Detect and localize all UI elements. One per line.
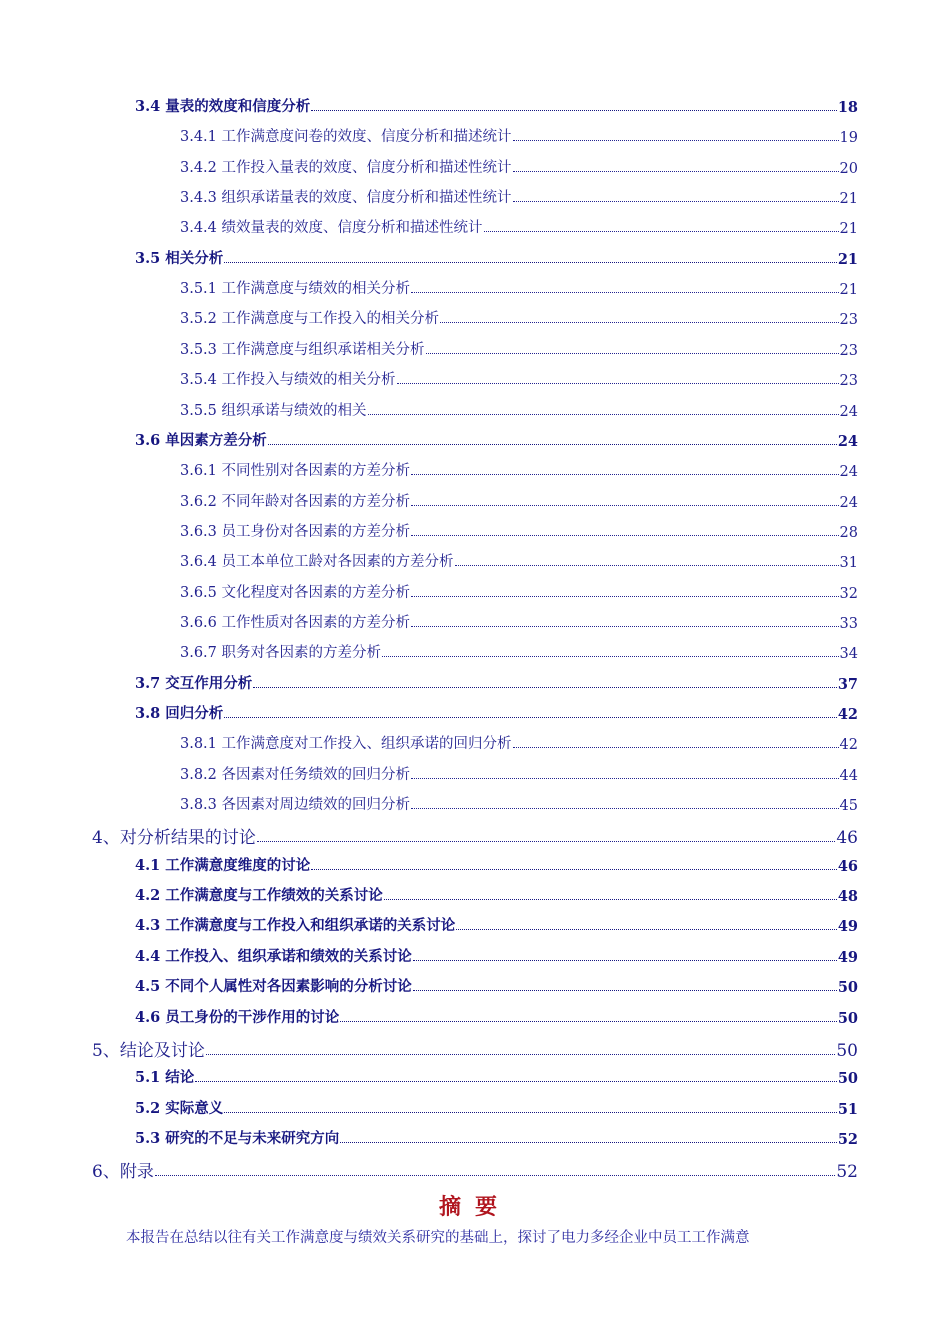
toc-leader-dots	[368, 414, 839, 415]
toc-leader-dots	[155, 1175, 836, 1176]
toc-entry-title: 3.6.2 不同年龄对各因素的方差分析	[180, 493, 411, 510]
toc-entry-title: 3.4.3 组织承诺量表的效度、信度分析和描述性统计	[180, 190, 512, 207]
toc-entry-title: 4.2 工作满意度与工作绩效的关系讨论	[135, 887, 383, 905]
toc-leader-dots	[484, 231, 839, 232]
toc-entry-title: 3.4.1 工作满意度问卷的效度、信度分析和描述统计	[180, 129, 512, 146]
toc-entry[interactable]	[92, 823, 858, 848]
toc-entry-title: 3.5.2 工作满意度与工作投入的相关分析	[180, 311, 440, 328]
toc-entry-page: 24	[839, 464, 858, 481]
toc-entry-title: 3.8.1 工作满意度对工作投入、组织承诺的回归分析	[180, 736, 512, 753]
toc-leader-dots	[411, 474, 839, 475]
toc-entry-page: 44	[839, 767, 858, 784]
toc-entry[interactable]	[135, 945, 858, 966]
toc-entry-title: 4.3 工作满意度与工作投入和组织承诺的关系讨论	[135, 917, 456, 935]
toc-entry-title: 3.8 回归分析	[135, 705, 224, 722]
toc-leader-dots	[382, 656, 839, 657]
toc-entry-page: 23	[839, 342, 858, 359]
toc-entry-title: 3.6.4 员工本单位工龄对各因素的方差分析	[180, 554, 454, 571]
toc-leader-dots	[411, 808, 839, 809]
toc-leader-dots	[397, 383, 839, 384]
toc-entry-page: 28	[839, 524, 858, 541]
toc-entry[interactable]	[180, 641, 858, 662]
toc-entry-title: 3.8.3 各因素对周边绩效的回归分析	[180, 797, 411, 814]
toc-entry-page: 21	[837, 250, 858, 268]
toc-entry-page: 52	[836, 1162, 858, 1183]
toc-entry-page: 50	[837, 979, 858, 997]
toc-entry[interactable]	[135, 914, 858, 935]
toc-leader-dots	[413, 960, 837, 961]
toc-entry-page: 42	[839, 737, 858, 754]
toc-entry-title: 5.3 研究的不足与未来研究方向	[135, 1129, 340, 1147]
toc-entry[interactable]	[180, 611, 858, 632]
toc-entry-title: 5、结论及讨论	[92, 1040, 205, 1061]
toc-leader-dots	[411, 505, 839, 506]
toc-entry-title: 3.6.5 文化程度对各因素的方差分析	[180, 584, 411, 601]
toc-entry-page: 49	[837, 948, 858, 966]
toc-entry-title: 3.5.3 工作满意度与组织承诺相关分析	[180, 341, 425, 358]
toc-entry[interactable]	[180, 277, 858, 298]
toc-entry-page: 51	[837, 1100, 858, 1118]
toc-entry-page: 34	[839, 646, 858, 663]
toc-entry[interactable]	[135, 854, 858, 875]
toc-entry-page: 21	[839, 282, 858, 299]
toc-entry[interactable]	[180, 216, 858, 237]
toc-leader-dots	[413, 990, 837, 991]
toc-entry-page: 52	[837, 1130, 858, 1148]
toc-entry[interactable]	[180, 399, 858, 420]
toc-entry-title: 3.7 交互作用分析	[135, 674, 253, 692]
toc-entry[interactable]	[180, 793, 858, 814]
toc-leader-dots	[411, 535, 839, 536]
toc-leader-dots	[340, 1021, 837, 1022]
toc-leader-dots	[411, 292, 839, 293]
toc-leader-dots	[384, 899, 837, 900]
toc-entry[interactable]	[135, 247, 858, 268]
toc-leader-dots	[513, 171, 839, 172]
toc-entry[interactable]	[135, 884, 858, 905]
toc-leader-dots	[195, 1081, 837, 1082]
toc-entry-page: 23	[839, 373, 858, 390]
toc-entry-title: 3.6.7 职务对各因素的方差分析	[180, 645, 382, 662]
toc-entry-page: 19	[839, 130, 858, 147]
toc-entry[interactable]	[135, 975, 858, 996]
toc-entry-page: 50	[837, 1009, 858, 1027]
toc-leader-dots	[513, 747, 839, 748]
toc-leader-dots	[224, 717, 837, 718]
toc-entry-title: 3.6.1 不同性别对各因素的方差分析	[180, 463, 411, 480]
toc-entry-title: 4.6 员工身份的干涉作用的讨论	[135, 1008, 340, 1026]
toc-leader-dots	[513, 201, 839, 202]
toc-leader-dots	[340, 1142, 837, 1143]
toc-entry-page: 33	[839, 615, 858, 632]
toc-entry-page: 24	[837, 432, 858, 450]
toc-leader-dots	[411, 626, 839, 627]
toc-entry[interactable]	[135, 702, 858, 723]
toc-leader-dots	[311, 869, 837, 870]
toc-entry-title: 4.1 工作满意度维度的讨论	[135, 856, 311, 874]
toc-leader-dots	[426, 353, 839, 354]
toc-entry[interactable]	[180, 368, 858, 389]
toc-entry-page: 50	[836, 1040, 858, 1061]
toc-entry[interactable]	[135, 1127, 858, 1148]
toc-entry[interactable]	[180, 338, 858, 359]
toc-entry-page: 37	[837, 675, 858, 693]
toc-entry-page: 48	[837, 888, 858, 906]
toc-entry-page: 49	[837, 918, 858, 936]
toc-leader-dots	[224, 262, 837, 263]
toc-entry-title: 5.2 实际意义	[135, 1099, 224, 1117]
toc-entry[interactable]	[135, 429, 858, 450]
toc-entry-page: 45	[839, 798, 858, 815]
toc-entry-title: 3.4.4 绩效量表的效度、信度分析和描述性统计	[180, 220, 483, 237]
toc-entry[interactable]	[180, 186, 858, 207]
toc-entry[interactable]	[135, 672, 858, 693]
toc-entry-title: 3.5.1 工作满意度与绩效的相关分析	[180, 281, 411, 298]
toc-entry-page: 23	[839, 312, 858, 329]
toc-entry-page: 32	[839, 585, 858, 602]
toc-entry-title: 4、对分析结果的讨论	[92, 828, 256, 849]
toc-leader-dots	[411, 778, 839, 779]
toc-leader-dots	[440, 322, 839, 323]
toc-leader-dots	[311, 110, 837, 111]
toc-leader-dots	[257, 841, 836, 842]
toc-entry[interactable]	[180, 125, 858, 146]
toc-entry-page: 20	[839, 160, 858, 177]
toc-entry-title: 3.4.2 工作投入量表的效度、信度分析和描述性统计	[180, 159, 512, 176]
toc-entry-title: 5.1 结论	[135, 1069, 195, 1087]
toc-entry-title: 3.6 单因素方差分析	[135, 431, 267, 449]
toc-leader-dots	[253, 687, 837, 688]
toc-entry-page: 18	[837, 99, 858, 116]
toc-entry-title: 3.5.4 工作投入与绩效的相关分析	[180, 372, 396, 389]
toc-entry[interactable]	[135, 95, 858, 116]
toc-entry-title: 3.6.3 员工身份对各因素的方差分析	[180, 523, 411, 540]
toc-entry-title: 3.5.5 组织承诺与绩效的相关	[180, 402, 367, 419]
toc-entry-page: 46	[837, 857, 858, 875]
toc-leader-dots	[513, 140, 839, 141]
toc-entry-page: 21	[839, 191, 858, 208]
abstract-heading: 摘要	[438, 1194, 511, 1220]
toc-leader-dots	[224, 1112, 837, 1113]
toc-entry-page: 24	[839, 494, 858, 511]
toc-entry[interactable]	[92, 1036, 858, 1061]
toc-entry[interactable]	[180, 156, 858, 177]
toc-entry[interactable]	[180, 581, 858, 602]
toc-leader-dots	[411, 596, 839, 597]
toc-entry-page: 50	[837, 1070, 858, 1088]
toc-entry[interactable]	[180, 490, 858, 511]
toc-entry[interactable]	[180, 459, 858, 480]
toc-leader-dots	[268, 444, 837, 445]
toc-entry-title: 3.5 相关分析	[135, 249, 224, 267]
toc-entry[interactable]	[135, 1066, 858, 1087]
toc-entry[interactable]	[180, 732, 858, 753]
toc-entry-title: 3.6.6 工作性质对各因素的方差分析	[180, 614, 411, 631]
toc-entry-page: 21	[839, 221, 858, 238]
toc-entry-title: 4.4 工作投入、组织承诺和绩效的关系讨论	[135, 947, 412, 965]
toc-entry[interactable]	[135, 1097, 858, 1118]
toc-entry[interactable]	[92, 1157, 858, 1182]
toc-entry-title: 3.8.2 各因素对任务绩效的回归分析	[180, 766, 411, 783]
toc-entry[interactable]	[180, 550, 858, 571]
toc-entry-title: 4.5 不同个人属性对各因素影响的分析讨论	[135, 978, 412, 996]
toc-entry-page: 42	[837, 706, 858, 723]
toc-entry[interactable]	[180, 307, 858, 328]
toc-entry-title: 6、附录	[92, 1162, 154, 1183]
toc-entry[interactable]	[180, 763, 858, 784]
toc-entry-page: 46	[836, 828, 858, 849]
toc-leader-dots	[455, 565, 839, 566]
abstract-text: 本报告在总结以往有关工作满意度与绩效关系研究的基础上，探讨了电力多经企业中员工工作满意	[126, 1230, 750, 1246]
toc-entry[interactable]	[180, 520, 858, 541]
toc-leader-dots	[206, 1054, 836, 1055]
toc-entry[interactable]	[135, 1006, 858, 1027]
toc-entry-title: 3.4 量表的效度和信度分析	[135, 98, 311, 115]
toc-entry-page: 24	[839, 403, 858, 420]
toc-entry-page: 31	[839, 555, 858, 572]
toc-leader-dots	[456, 929, 837, 930]
